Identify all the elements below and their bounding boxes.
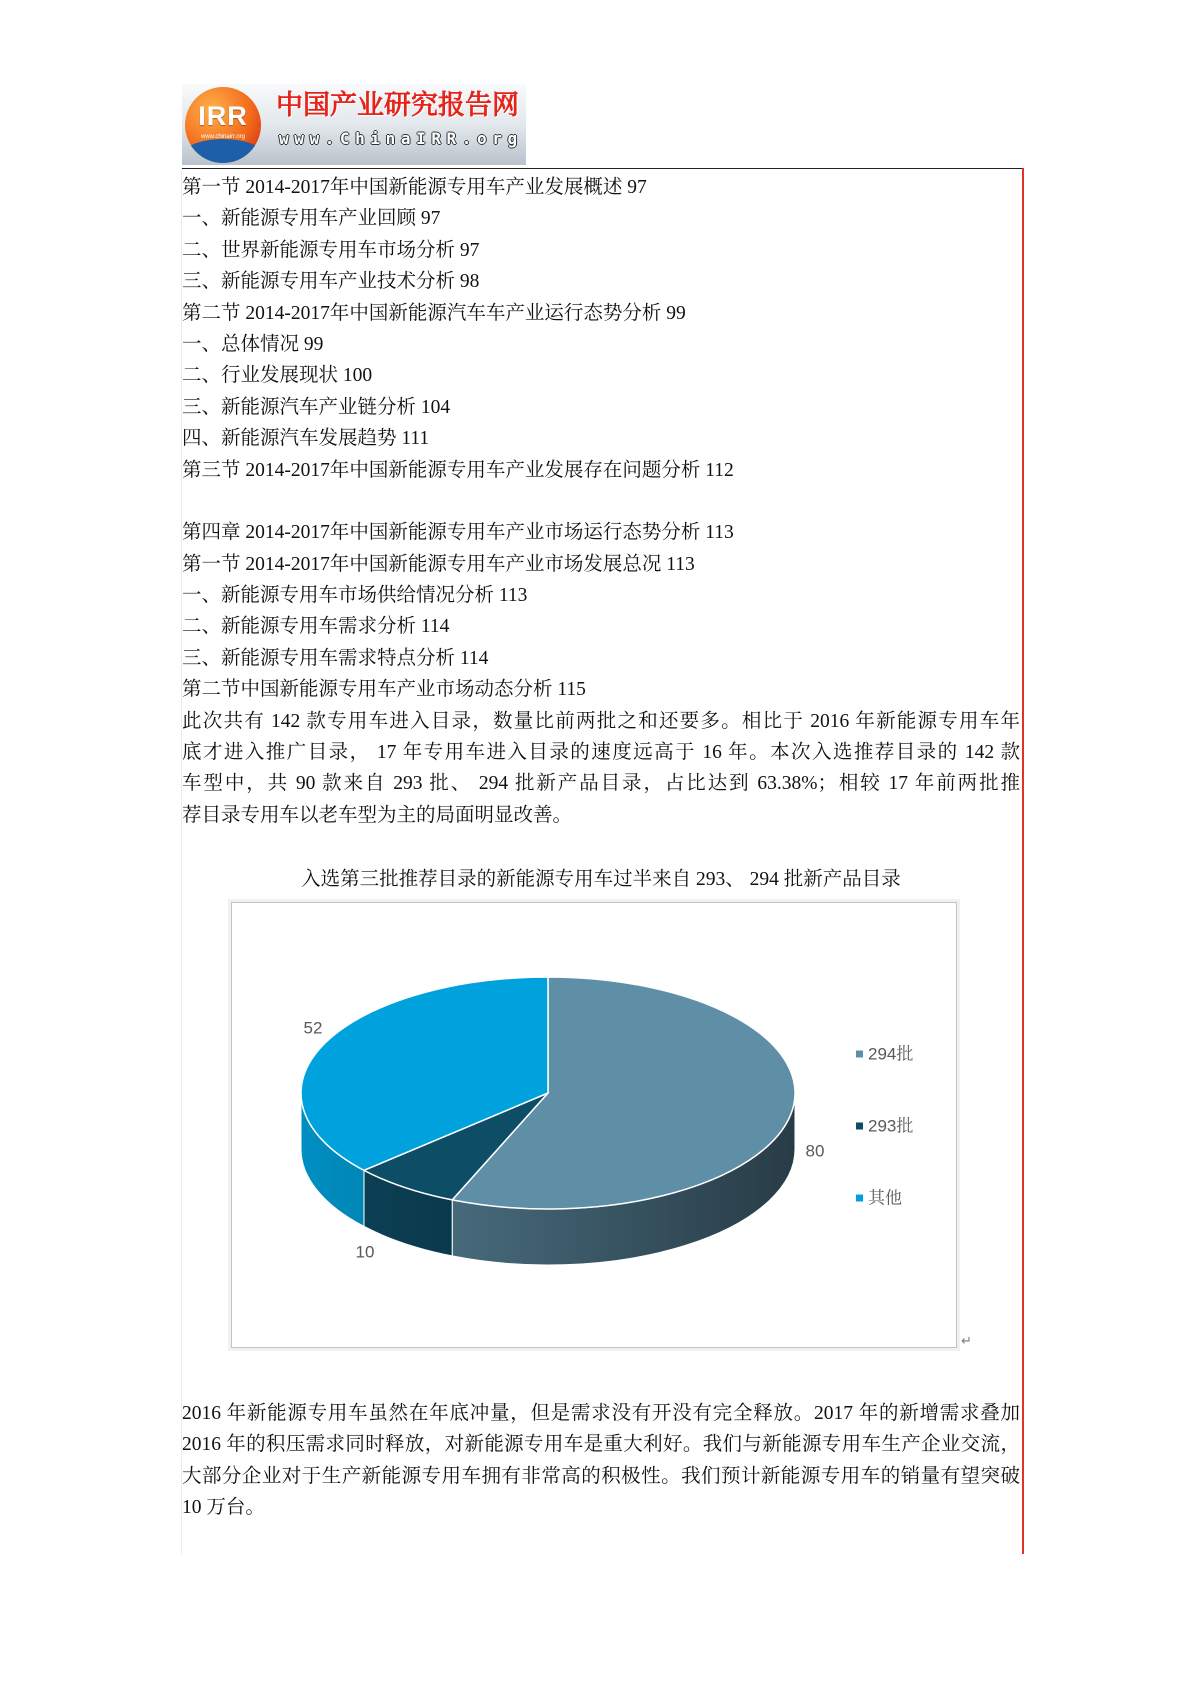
paragraph-line: 2016 年新能源专用车虽然在年底冲量，但是需求没有开没有完全释放。2017 年的新增需求叠加 — [182, 1403, 1020, 1424]
toc-entry: 四、新能源汽车发展趋势 111 — [182, 428, 430, 450]
chart-legend — [856, 1045, 913, 1208]
toc-entry: 二、新能源专用车需求分析 114 — [182, 616, 450, 638]
toc-entry: 三、新能源专用车需求特点分析 114 — [182, 647, 489, 669]
paragraph-line: 荐目录专用车以老车型为主的局面明显改善。 — [182, 804, 573, 826]
paragraph-line: 大部分企业对于生产新能源专用车拥有非常高的积极性。我们预计新能源专用车的销量有望突破 — [182, 1465, 1020, 1487]
legend-label-2: 其他 — [868, 1188, 902, 1208]
toc-entry: 第二节中国新能源专用车产业市场动态分析 115 — [182, 679, 586, 701]
pie-data-label-0: 80 — [805, 1141, 825, 1161]
logo-badge-text: IRR — [198, 101, 248, 131]
toc-entry: 一、新能源专用车市场供给情况分析 113 — [182, 585, 528, 607]
legend-swatch-1 — [856, 1123, 863, 1130]
legend-swatch-0 — [856, 1051, 863, 1058]
pie-data-label-1: 10 — [355, 1242, 375, 1262]
paragraph-line: 2016 年的积压需求同时释放，对新能源专用车是重大利好。我们与新能源专用车生产企业交流， — [182, 1434, 1020, 1456]
paragraph-line: 此次共有 142 款专用车进入目录，数量比前两批之和还要多。相比于 2016 年新能源专用车年 — [182, 710, 1020, 732]
legend-label-0: 294批 — [868, 1044, 914, 1064]
paragraph-line: 底才进入推广目录， 17 年专用车进入目录的速度远高于 16 年。本次入选推荐目录的 142 款 — [182, 742, 1020, 764]
logo-badge-swoosh — [185, 139, 261, 163]
paragraph-line: 车型中，共 90 款来自 293 批、 294 批新产品目录，占比达到 63.38%；相较 17 年前两批推 — [182, 773, 1020, 795]
logo-badge-url: www.chinairr.org — [200, 134, 245, 140]
paragraph-line: 10 万台。 — [182, 1497, 265, 1519]
legend-label-1: 293批 — [868, 1116, 914, 1136]
toc-entry: 第二节 2014-2017年中国新能源汽车车产业运行态势分析 99 — [182, 302, 686, 324]
toc-entry: 三、新能源专用车产业技术分析 98 — [182, 271, 480, 293]
chart-title: 入选第三批推荐目录的新能源专用车过半来自 293、 294 批新产品目录 — [301, 869, 901, 890]
pie-chart — [231, 902, 957, 1348]
toc-entry: 一、新能源专用车产业回顾 97 — [182, 208, 441, 230]
toc-entry: 二、行业发展现状 100 — [182, 365, 373, 387]
pie-top-faces — [301, 977, 795, 1209]
site-logo — [182, 84, 526, 165]
toc-entry: 三、新能源汽车产业链分析 104 — [182, 396, 451, 418]
logo-site-url: www.ChinaIRR.org — [279, 129, 523, 148]
pie-data-label-2: 52 — [303, 1018, 323, 1038]
logo-badge — [185, 87, 261, 163]
legend-swatch-2 — [856, 1195, 863, 1202]
paragraph-return-mark: ↵ — [961, 1334, 972, 1349]
body-text-upper — [182, 172, 1020, 831]
blank-line — [182, 486, 1020, 517]
pie-chart-canvas — [232, 903, 956, 1347]
toc-entry: 第一节 2014-2017年中国新能源专用车产业发展概述 97 — [182, 177, 647, 198]
toc-entry: 二、世界新能源专用车市场分析 97 — [182, 239, 480, 261]
toc-entry: 第一节 2014-2017年中国新能源专用车产业市场发展总况 113 — [182, 553, 695, 575]
right-margin-line — [1022, 168, 1024, 1554]
header-divider — [182, 168, 1024, 169]
toc-entry: 第三节 2014-2017年中国新能源专用车产业发展存在问题分析 112 — [182, 459, 734, 481]
logo-site-name: 中国产业研究报告网 — [276, 90, 519, 121]
toc-entry: 第四章 2014-2017年中国新能源专用车产业市场运行态势分析 113 — [182, 522, 734, 544]
toc-entry: 一、总体情况 99 — [182, 333, 324, 355]
body-text-lower — [182, 1398, 1020, 1524]
